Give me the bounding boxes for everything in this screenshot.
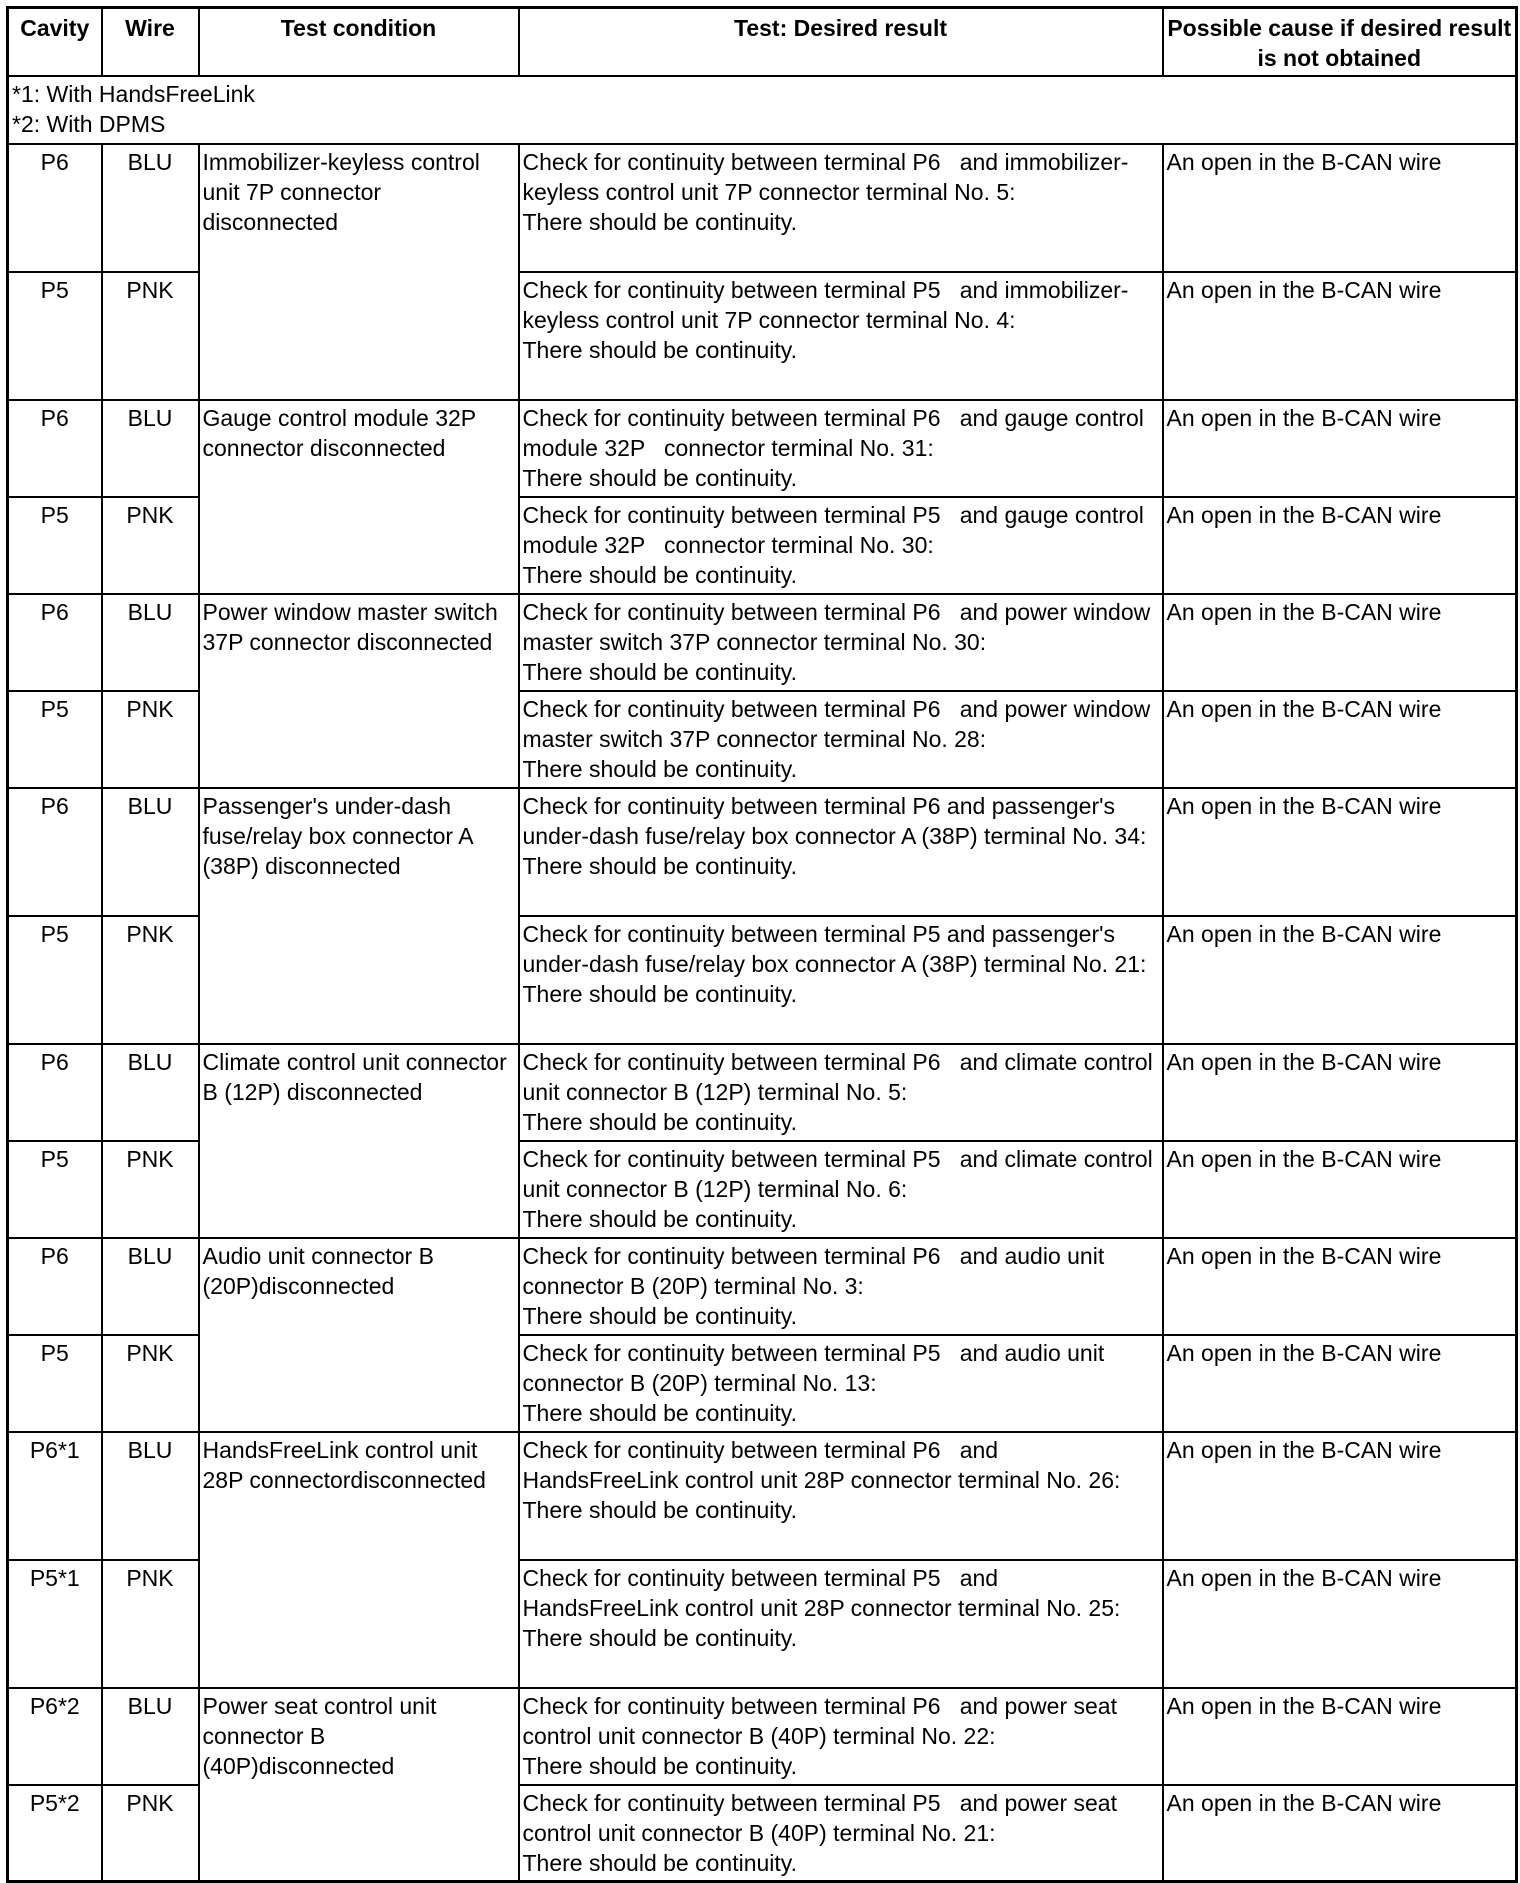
cause-cell: An open in the B-CAN wire — [1163, 691, 1517, 788]
wire-cell: BLU — [102, 400, 199, 497]
result-cell: Check for continuity between terminal P6 and power window master switch 37P connector terminal No. 28: There should be continuity. — [519, 691, 1163, 788]
wire-cell: PNK — [102, 1560, 199, 1688]
header-wire: Wire — [102, 8, 199, 76]
condition-cell: Climate control unit connector B (12P) disconnected — [199, 1044, 519, 1238]
cavity-cell: P5 — [8, 916, 102, 1044]
notes-row — [8, 76, 1517, 144]
result-cell: Check for continuity between terminal P5 and HandsFreeLink control unit 28P connector terminal No. 25: There should be continuity. — [519, 1560, 1163, 1688]
table-row — [8, 1238, 1517, 1335]
result-cell: Check for continuity between terminal P6 and passenger's under-dash fuse/relay box connector A (38P) terminal No. 34: There should be continuity. — [519, 788, 1163, 916]
cause-cell: An open in the B-CAN wire — [1163, 1044, 1517, 1141]
cause-cell: An open in the B-CAN wire — [1163, 400, 1517, 497]
cavity-cell: P5 — [8, 691, 102, 788]
table-row — [8, 1432, 1517, 1560]
cavity-cell: P5*1 — [8, 1560, 102, 1688]
cause-cell: An open in the B-CAN wire — [1163, 497, 1517, 594]
result-cell: Check for continuity between terminal P5 and gauge control module 32P connector terminal No. 30: There should be continuity. — [519, 497, 1163, 594]
cause-cell: An open in the B-CAN wire — [1163, 916, 1517, 1044]
bcan-test-table — [6, 6, 1518, 1883]
cause-cell: An open in the B-CAN wire — [1163, 272, 1517, 400]
cause-cell: An open in the B-CAN wire — [1163, 594, 1517, 691]
cavity-cell: P6 — [8, 1044, 102, 1141]
cause-cell: An open in the B-CAN wire — [1163, 1335, 1517, 1432]
result-cell: Check for continuity between terminal P6 and HandsFreeLink control unit 28P connector terminal No. 26: There should be continuity. — [519, 1432, 1163, 1560]
result-cell: Check for continuity between terminal P6 and climate control unit connector B (12P) terminal No. 5: There should be continuity. — [519, 1044, 1163, 1141]
header-cavity: Cavity — [8, 8, 102, 76]
condition-cell: Gauge control module 32P connector disconnected — [199, 400, 519, 594]
table-row — [8, 1688, 1517, 1785]
wire-cell: PNK — [102, 272, 199, 400]
cavity-cell: P5 — [8, 1335, 102, 1432]
condition-cell: Immobilizer-keyless control unit 7P connector disconnected — [199, 144, 519, 400]
header-row — [8, 8, 1517, 76]
cavity-cell: P6*2 — [8, 1688, 102, 1785]
cause-cell: An open in the B-CAN wire — [1163, 788, 1517, 916]
cavity-cell: P6 — [8, 400, 102, 497]
result-cell: Check for continuity between terminal P6 and gauge control module 32P connector terminal No. 31: There should be continuity. — [519, 400, 1163, 497]
result-cell: Check for continuity between terminal P5 and immobilizer-keyless control unit 7P connector terminal No. 4: There should be continuity. — [519, 272, 1163, 400]
result-cell: Check for continuity between terminal P5 and power seat control unit connector B (40P) terminal No. 21: There should be continuity. — [519, 1785, 1163, 1882]
cavity-cell: P6 — [8, 1238, 102, 1335]
cause-cell: An open in the B-CAN wire — [1163, 1238, 1517, 1335]
wire-cell: BLU — [102, 1238, 199, 1335]
cavity-cell: P5 — [8, 272, 102, 400]
header-cause: Possible cause if desired result is not obtained — [1163, 8, 1517, 76]
result-cell: Check for continuity between terminal P6 and power window master switch 37P connector terminal No. 30: There should be continuity. — [519, 594, 1163, 691]
wire-cell: PNK — [102, 1141, 199, 1238]
wire-cell: PNK — [102, 1785, 199, 1882]
condition-cell: Audio unit connector B (20P)disconnected — [199, 1238, 519, 1432]
cause-cell: An open in the B-CAN wire — [1163, 1785, 1517, 1882]
header-condition: Test condition — [199, 8, 519, 76]
condition-cell: Power seat control unit connector B (40P)disconnected — [199, 1688, 519, 1882]
wire-cell: BLU — [102, 594, 199, 691]
table-row — [8, 144, 1517, 272]
wire-cell: PNK — [102, 1335, 199, 1432]
table-row — [8, 1044, 1517, 1141]
result-cell: Check for continuity between terminal P6 and audio unit connector B (20P) terminal No. 3: There should be continuity. — [519, 1238, 1163, 1335]
cavity-cell: P6 — [8, 594, 102, 691]
wire-cell: BLU — [102, 1044, 199, 1141]
wire-cell: BLU — [102, 1688, 199, 1785]
cavity-cell: P6 — [8, 788, 102, 916]
cause-cell: An open in the B-CAN wire — [1163, 1141, 1517, 1238]
cause-cell: An open in the B-CAN wire — [1163, 1688, 1517, 1785]
cause-cell: An open in the B-CAN wire — [1163, 1432, 1517, 1560]
cavity-cell: P6 — [8, 144, 102, 272]
result-cell: Check for continuity between terminal P5 and passenger's under-dash fuse/relay box connector A (38P) terminal No. 21: There should be continuity. — [519, 916, 1163, 1044]
cause-cell: An open in the B-CAN wire — [1163, 144, 1517, 272]
result-cell: Check for continuity between terminal P6 and power seat control unit connector B (40P) terminal No. 22: There should be continuity. — [519, 1688, 1163, 1785]
condition-cell: Power window master switch 37P connector disconnected — [199, 594, 519, 788]
table-row — [8, 594, 1517, 691]
condition-cell: HandsFreeLink control unit 28P connectordisconnected — [199, 1432, 519, 1688]
cavity-cell: P6*1 — [8, 1432, 102, 1560]
wire-cell: BLU — [102, 788, 199, 916]
wire-cell: PNK — [102, 497, 199, 594]
wire-cell: PNK — [102, 916, 199, 1044]
footnotes: *1: With HandsFreeLink *2: With DPMS — [8, 76, 1517, 144]
result-cell: Check for continuity between terminal P5 and climate control unit connector B (12P) terminal No. 6: There should be continuity. — [519, 1141, 1163, 1238]
cavity-cell: P5 — [8, 497, 102, 594]
result-cell: Check for continuity between terminal P6 and immobilizer-keyless control unit 7P connector terminal No. 5: There should be continuity. — [519, 144, 1163, 272]
header-result: Test: Desired result — [519, 8, 1163, 76]
cause-cell: An open in the B-CAN wire — [1163, 1560, 1517, 1688]
wire-cell: BLU — [102, 1432, 199, 1560]
wire-cell: PNK — [102, 691, 199, 788]
table-row — [8, 788, 1517, 916]
cavity-cell: P5 — [8, 1141, 102, 1238]
result-cell: Check for continuity between terminal P5 and audio unit connector B (20P) terminal No. 13: There should be continuity. — [519, 1335, 1163, 1432]
cavity-cell: P5*2 — [8, 1785, 102, 1882]
wire-cell: BLU — [102, 144, 199, 272]
condition-cell: Passenger's under-dash fuse/relay box connector A (38P) disconnected — [199, 788, 519, 1044]
table-row — [8, 400, 1517, 497]
